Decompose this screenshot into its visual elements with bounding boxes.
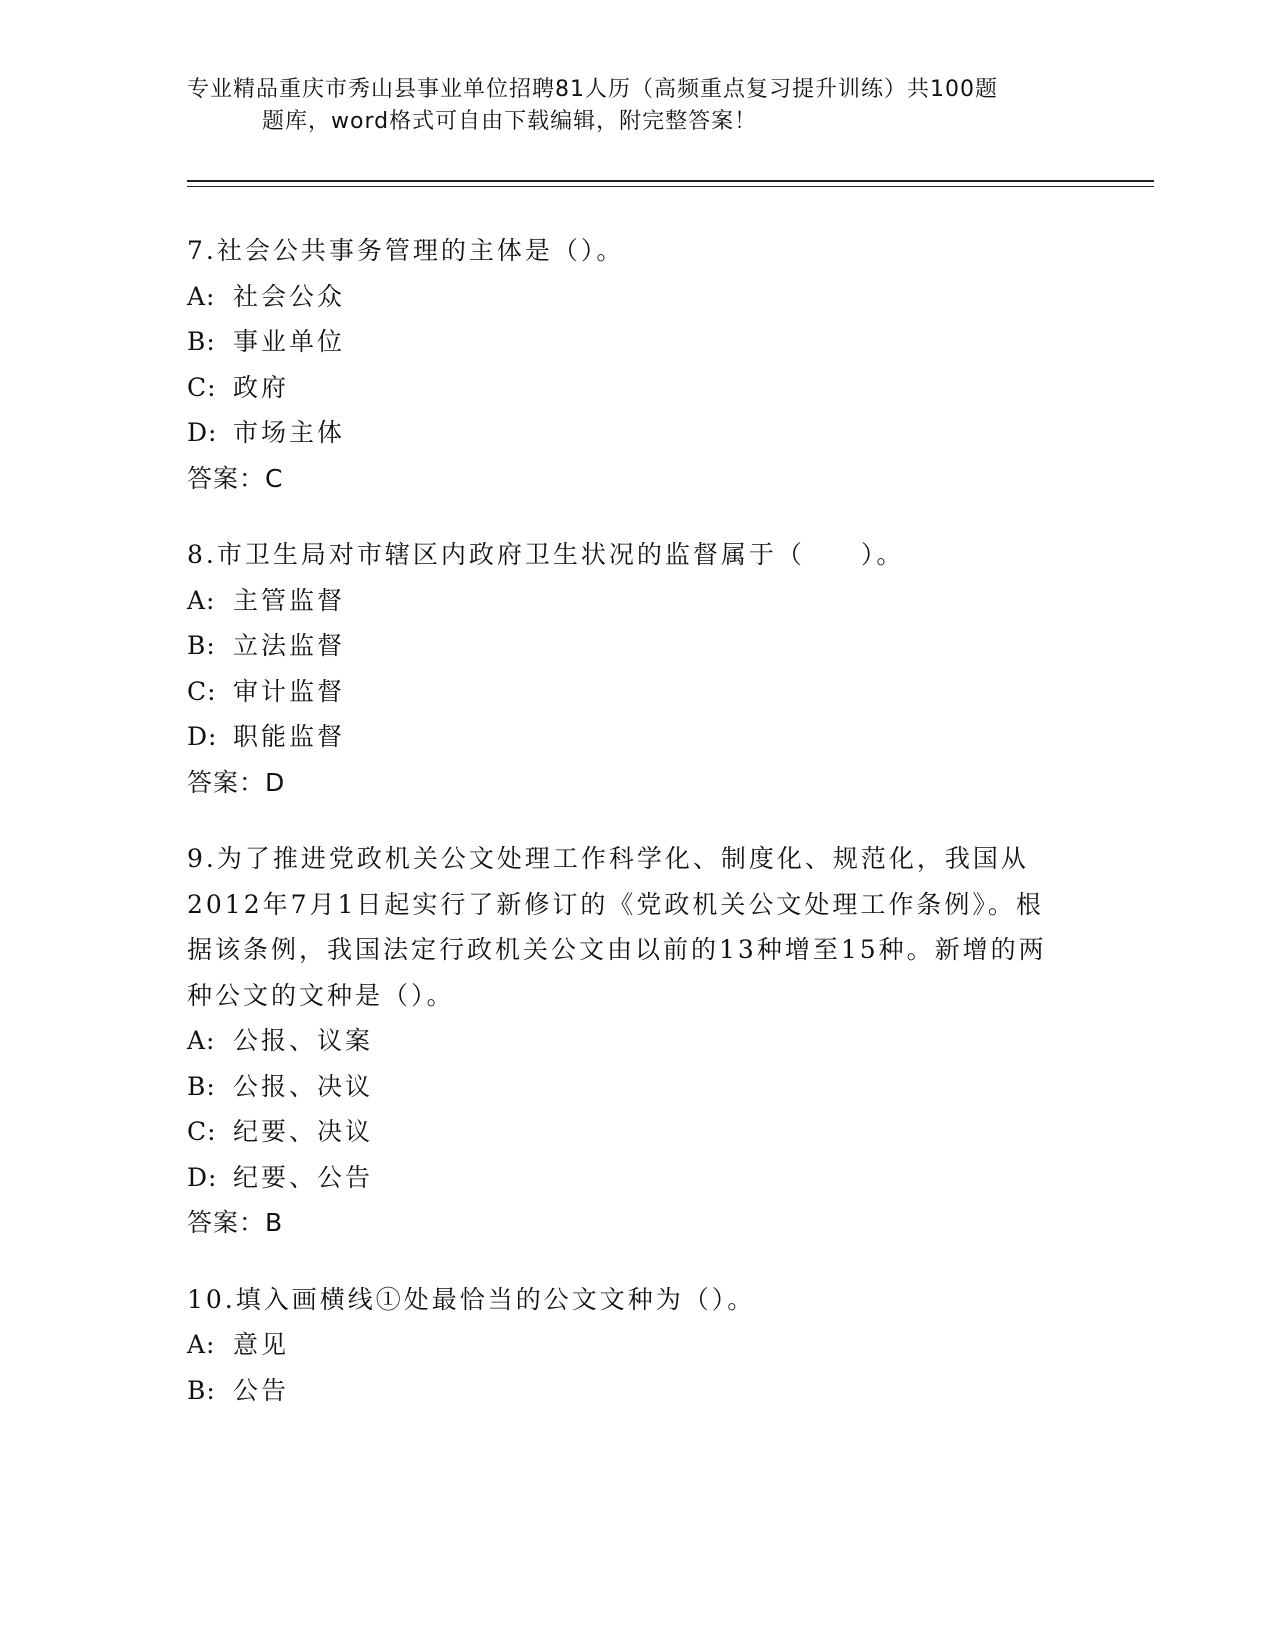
option-c <box>187 1109 1067 1155</box>
option-b <box>187 319 1067 365</box>
option-text: 纪要、决议 <box>233 1117 374 1146</box>
question-7 <box>187 228 1067 501</box>
question-stem: 7.社会公共事务管理的主体是（）。 <box>187 236 625 265</box>
question-9 <box>187 836 1067 1246</box>
option-b <box>187 1368 1067 1414</box>
option-label: B: <box>187 631 216 660</box>
document-header <box>187 74 1087 138</box>
question-stem: 8.市卫生局对市辖区内政府卫生状况的监督属于（ ）。 <box>187 540 905 569</box>
option-text: 公报、议案 <box>233 1026 374 1055</box>
option-text: 公报、决议 <box>233 1071 374 1101</box>
option-text: 社会公众 <box>233 281 346 311</box>
option-b <box>187 1064 1067 1110</box>
question-10 <box>187 1277 1067 1414</box>
option-label: C: <box>187 372 217 402</box>
option-label: A: <box>187 1330 216 1359</box>
option-b <box>187 623 1067 669</box>
option-a <box>187 1322 1067 1368</box>
option-text: 意见 <box>233 1330 290 1359</box>
option-text: 市场主体 <box>233 418 346 447</box>
option-text: 纪要、公告 <box>233 1162 374 1192</box>
option-label: D: <box>187 1162 218 1192</box>
option-a <box>187 578 1067 624</box>
option-label: B: <box>187 1375 216 1405</box>
question-list <box>187 228 1067 1444</box>
option-c <box>187 669 1067 715</box>
option-d <box>187 714 1067 760</box>
option-text: 政府 <box>233 372 290 402</box>
option-label: A: <box>187 585 216 615</box>
header-title-line2: 题库，word格式可自由下载编辑，附完整答案！ <box>262 109 758 134</box>
option-label: A: <box>187 281 216 311</box>
option-label: B: <box>187 327 216 356</box>
option-label: B: <box>187 1071 216 1101</box>
option-text: 立法监督 <box>233 631 346 660</box>
answer-line: 答案：B <box>187 1208 284 1237</box>
option-label: C: <box>187 676 217 706</box>
option-text: 事业单位 <box>233 327 346 356</box>
option-text: 主管监督 <box>233 585 346 615</box>
option-text: 公告 <box>233 1375 290 1405</box>
question-stem: 10.填入画横线①处最恰当的公文文种为（）。 <box>187 1284 756 1314</box>
option-label: D: <box>187 418 218 447</box>
header-divider-thick <box>187 180 1154 182</box>
option-c <box>187 365 1067 411</box>
question-8 <box>187 532 1067 805</box>
header-divider-thin <box>187 186 1154 187</box>
option-d <box>187 410 1067 456</box>
option-d <box>187 1155 1067 1201</box>
option-label: A: <box>187 1026 216 1055</box>
option-a <box>187 1018 1067 1064</box>
header-title-line1: 专业精品重庆市秀山县事业单位招聘81人历（高频重点复习提升训练）共100题 <box>187 77 998 102</box>
answer-line: 答案：D <box>187 767 286 797</box>
answer-line: 答案：C <box>187 463 284 493</box>
option-text: 审计监督 <box>233 676 346 706</box>
option-label: C: <box>187 1117 217 1146</box>
option-label: D: <box>187 722 218 751</box>
question-stem: 9.为了推进党政机关公文处理工作科学化、制度化、规范化，我国从2012年7月1日起实行了新修订的《党政机关公文处理工作条例》。根据该条例，我国法定行政机关公文由以前的13种增至15种。新增的两种公文的文种是（）。 <box>187 844 1047 1010</box>
option-a <box>187 274 1067 320</box>
option-text: 职能监督 <box>233 722 346 751</box>
